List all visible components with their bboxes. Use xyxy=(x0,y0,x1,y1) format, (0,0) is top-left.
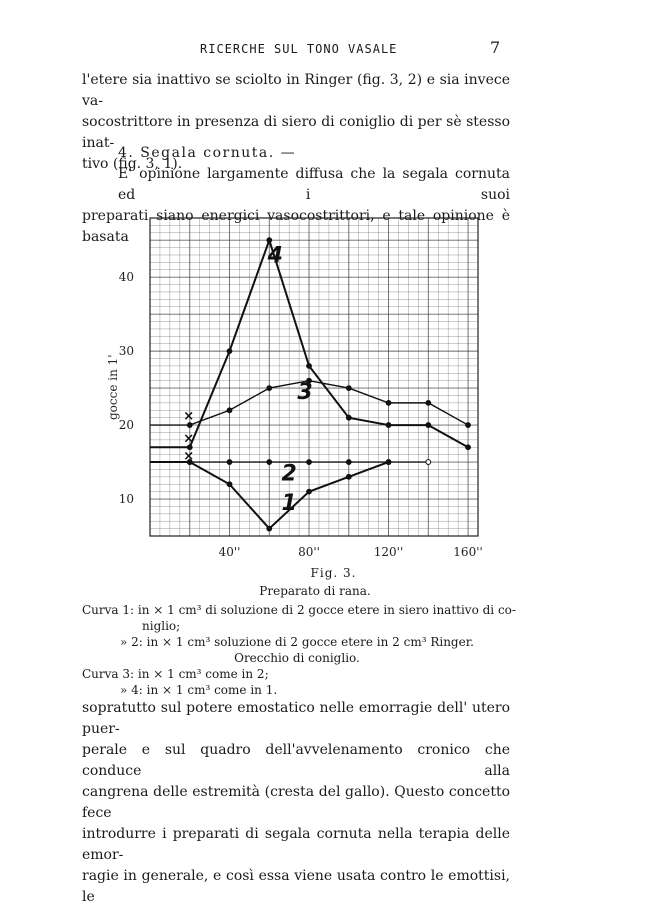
figure-caption: Fig. 3. xyxy=(310,566,357,580)
legend-curve4: » 4: in ⨯ 1 cm³ come in 1. xyxy=(120,683,278,697)
series-label-4: 4 xyxy=(267,243,283,269)
data-point xyxy=(346,415,351,420)
series-label-2: 2 xyxy=(281,461,297,487)
data-point xyxy=(307,489,312,494)
data-point xyxy=(386,423,391,428)
data-point xyxy=(466,423,471,428)
data-point xyxy=(267,526,272,531)
text-line: preparati siano energici vasocostrittori, e tale opinione è basata xyxy=(82,208,510,245)
x-tick-label: 160'' xyxy=(453,545,483,559)
series-label-1: 1 xyxy=(281,491,297,517)
y-tick-label: 40 xyxy=(118,270,134,285)
data-point xyxy=(386,400,391,405)
data-point xyxy=(227,460,232,465)
y-tick-label: 10 xyxy=(118,492,134,507)
data-point xyxy=(346,474,351,479)
data-point xyxy=(267,460,272,465)
injection-marker: × xyxy=(183,409,195,425)
data-point xyxy=(426,400,431,405)
data-point xyxy=(346,460,351,465)
section-heading: 4. Segala cornuta. — xyxy=(118,145,297,161)
injection-marker: × xyxy=(183,431,195,447)
data-point xyxy=(466,445,471,450)
y-tick-label: 20 xyxy=(118,418,134,433)
legend-curve3: Curva 3: in ⨯ 1 cm³ come in 2; xyxy=(82,667,269,681)
data-point xyxy=(227,349,232,354)
chart-series xyxy=(150,238,470,531)
data-point xyxy=(426,423,431,428)
y-tick-label: 30 xyxy=(118,344,134,359)
data-point xyxy=(227,482,232,487)
data-point xyxy=(227,408,232,413)
text-line: perale e sul quadro dell'avvelenamento cronico che conduce alla xyxy=(82,742,510,779)
text-line: sopratutto sul potere emostatico nelle emorragie dell' utero puer- xyxy=(82,700,510,737)
running-title: RICERCHE SUL TONO VASALE xyxy=(200,42,398,56)
page-number: 7 xyxy=(490,38,501,57)
chart-axes xyxy=(150,218,478,536)
text-line: introdurre i preparati di segala cornuta nella terapia delle emor- xyxy=(82,826,510,863)
paragraph-bottom xyxy=(82,698,510,908)
text-line: E' opinione largamente diffusa che la segala cornuta ed i suoi xyxy=(118,166,510,203)
legend-curve2: » 2: in ⨯ 1 cm³ soluzione di 2 gocce etere in 2 cm³ Ringer. xyxy=(120,635,474,649)
legend-curve1: Curva 1: in ⨯ 1 cm³ di soluzione di 2 gocce etere in siero inattivo di co- xyxy=(82,603,516,617)
data-point xyxy=(426,460,431,465)
legend-ear-heading: Orecchio di coniglio. xyxy=(234,651,360,665)
text-line: tivo (fig. 3, 1). xyxy=(82,156,183,172)
x-tick-label: 40'' xyxy=(218,545,241,559)
x-tick-label: 80'' xyxy=(298,545,320,559)
data-point xyxy=(386,460,391,465)
text-line: l'etere sia inattivo se sciolto in Ringer (fig. 3, 2) e sia invece va- xyxy=(82,72,510,109)
figure-subcaption: Preparato di rana. xyxy=(259,584,371,598)
plot-frame xyxy=(150,218,478,536)
x-tick-label: 120'' xyxy=(373,545,404,559)
series-label-3: 3 xyxy=(297,380,313,406)
legend-curve1-cont: niglio; xyxy=(142,619,181,633)
data-point xyxy=(267,386,272,391)
text-line: cangrena delle estremità (cresta del gallo). Questo concetto fece xyxy=(82,784,510,821)
data-point xyxy=(267,238,272,243)
text-line: ragie in generale, e così essa viene usata contro le emottisi, le xyxy=(82,868,510,905)
chart-grid xyxy=(150,218,478,536)
y-axis-label: gocce in 1' xyxy=(106,354,120,420)
figure-legend xyxy=(82,602,516,698)
text-line: socostrittore in presenza di siero di coniglio di per sè stesso inat- xyxy=(82,114,510,151)
data-point xyxy=(307,364,312,369)
data-point xyxy=(307,460,312,465)
injection-marker: × xyxy=(183,449,195,465)
data-point xyxy=(346,386,351,391)
